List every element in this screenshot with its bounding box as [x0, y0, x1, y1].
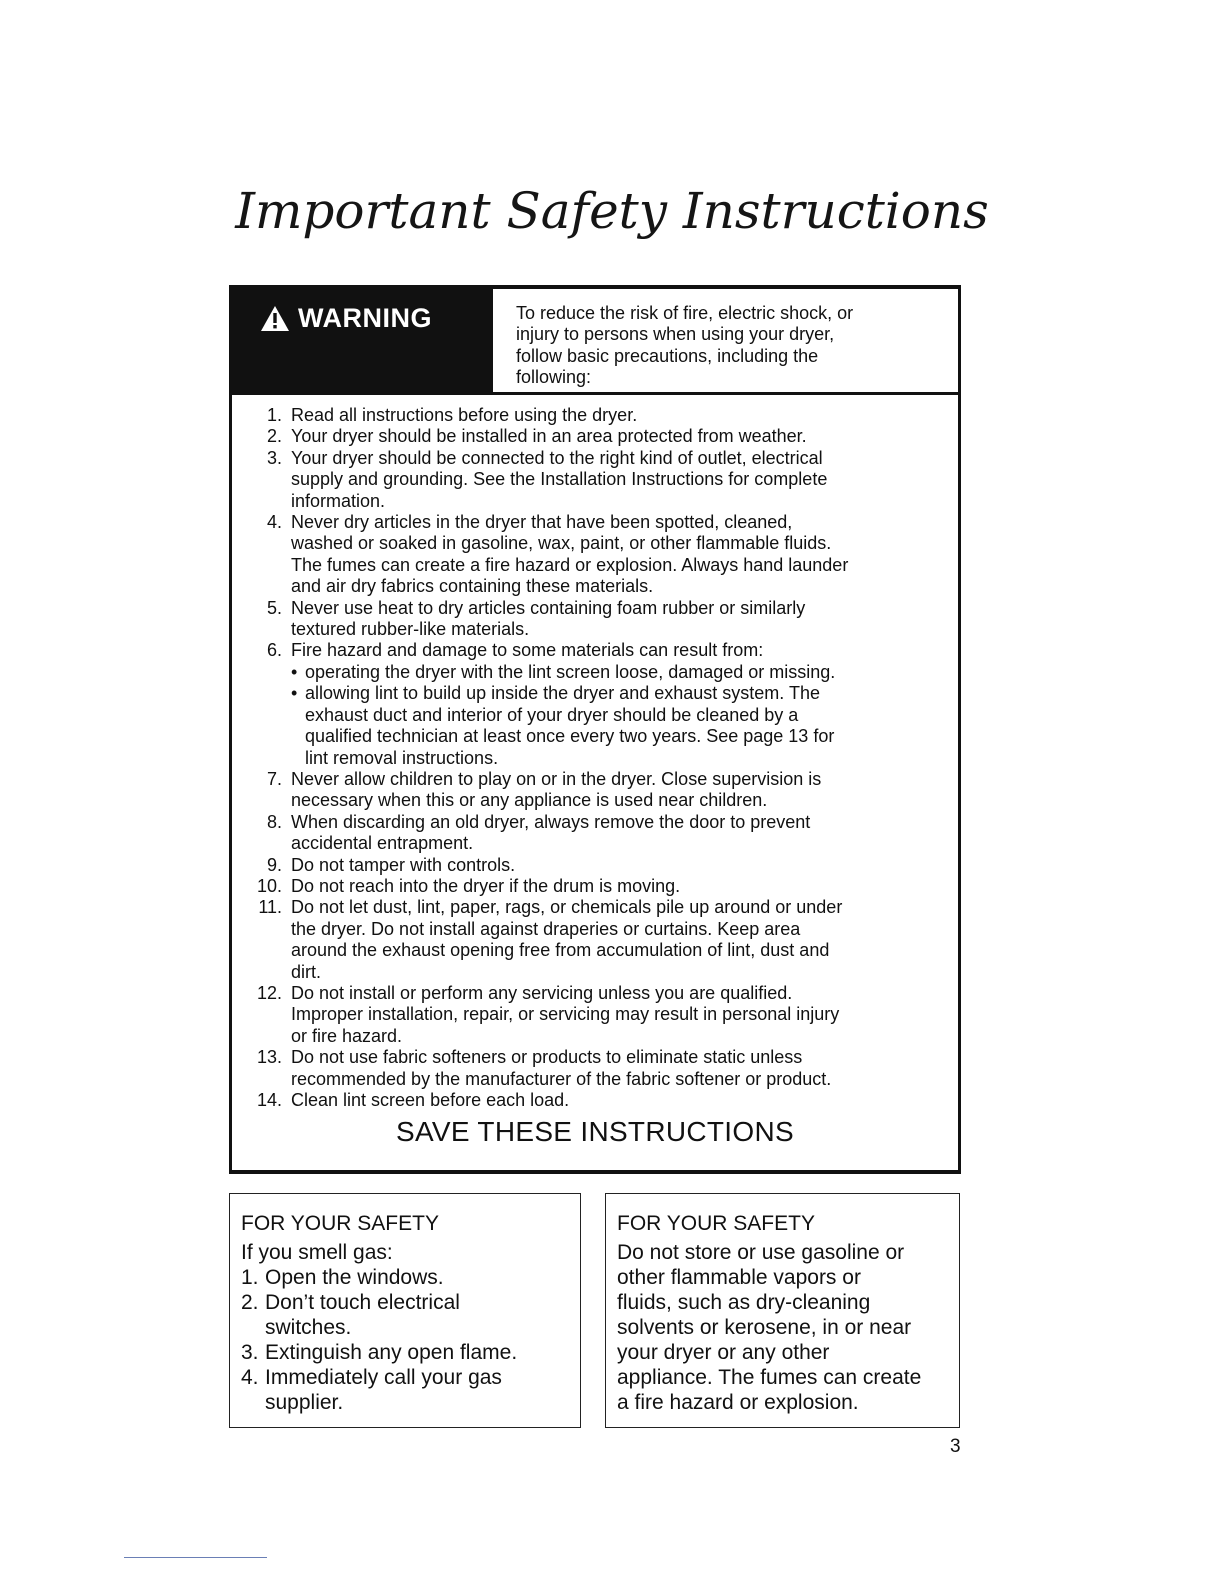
footer-rule [124, 1557, 267, 1558]
flammable-safety-line: your dryer or any other [617, 1341, 830, 1364]
gas-safety-intro: If you smell gas: [241, 1241, 393, 1264]
rule-number: 12. [256, 982, 282, 1003]
rule-text-line: dirt. [291, 961, 322, 982]
rule-sub-item [291, 662, 958, 683]
rule-item [232, 512, 958, 598]
warning-triangle-icon [260, 305, 290, 332]
warning-intro-line: To reduce the risk of fire, electric shock, or [516, 303, 854, 323]
rule-item [232, 1047, 958, 1090]
gas-step-number: 3. [241, 1341, 259, 1364]
gas-step-line: supplier. [265, 1391, 344, 1414]
rule-number: 14. [256, 1090, 282, 1110]
warning-intro-line: injury to persons when using your dryer, [516, 324, 835, 345]
rule-item [232, 448, 958, 512]
rule-item [232, 598, 958, 641]
rule-number: 6. [266, 640, 282, 661]
rule-number: 13. [256, 1047, 282, 1068]
gas-step [241, 1265, 517, 1290]
rule-sub-line: lint removal instructions. [305, 747, 499, 768]
gas-safety-heading: FOR YOUR SAFETY [241, 1212, 439, 1235]
rule-number: 11. [258, 897, 282, 918]
warning-intro-line: following: [516, 366, 592, 387]
rule-number: 5. [266, 597, 282, 618]
rule-text-line: washed or soaked in gasoline, wax, paint, or other flammable fluids. [291, 533, 832, 554]
rule-text-line: around the exhaust opening free from accumulation of lint, dust and [291, 940, 830, 961]
rule-item [232, 640, 958, 768]
flammable-safety-box [605, 1193, 960, 1428]
rule-text-line: Do not use fabric softeners or products to eliminate static unless [291, 1047, 803, 1068]
flammable-safety-line: Do not store or use gasoline or [617, 1241, 905, 1264]
gas-step-line: Don’t touch electrical [265, 1291, 460, 1314]
gas-step-number: 2. [241, 1291, 259, 1314]
rule-sub-item [291, 683, 958, 769]
rule-text-line: Do not let dust, lint, paper, rags, or chemicals pile up around or under [291, 897, 843, 918]
rule-item [232, 897, 958, 983]
gas-step-number: 4. [241, 1366, 259, 1389]
rule-text-line: Never dry articles in the dryer that have been spotted, cleaned, [291, 512, 793, 533]
warning-intro-line: follow basic precautions, including the [516, 345, 819, 366]
rule-number: 9. [266, 854, 282, 875]
gas-step [241, 1340, 517, 1365]
rule-item [232, 983, 958, 1047]
rule-text-line: supply and grounding. See the Installation Instructions for complete [291, 469, 828, 490]
safety-rules-list [232, 405, 958, 1111]
rule-item [232, 1090, 958, 1111]
flammable-safety-line: appliance. The fumes can create [617, 1366, 922, 1389]
rule-item [232, 405, 958, 426]
gas-step-line: Immediately call your gas [265, 1366, 502, 1389]
rule-number: 3. [266, 447, 282, 468]
rule-sub-line: allowing lint to build up inside the dryer and exhaust system. The [305, 683, 820, 704]
rule-text-line: Your dryer should be installed in an area protected from weather. [291, 426, 807, 447]
gas-step [241, 1290, 517, 1340]
gas-step [241, 1365, 517, 1415]
rule-number: 10. [256, 875, 282, 896]
gas-step-line: Open the windows. [265, 1266, 444, 1289]
rule-text-line: Do not reach into the dryer if the drum is moving. [291, 875, 681, 896]
warning-box [229, 285, 961, 1174]
rule-item [232, 855, 958, 876]
rule-text-line: textured rubber-like materials. [291, 619, 530, 640]
rule-item [232, 426, 958, 447]
rule-number: 2. [266, 426, 282, 447]
rule-text-line: recommended by the manufacturer of the fabric softener or product. [291, 1068, 832, 1089]
rule-number: 4. [266, 512, 282, 533]
rule-text-line: Fire hazard and damage to some materials can result from: [291, 640, 764, 661]
rule-text-line: Do not install or perform any servicing unless you are qualified. [291, 982, 793, 1003]
rule-item [232, 812, 958, 855]
rule-text-line: The fumes can create a fire hazard or explosion. Always hand launder [291, 554, 849, 575]
warning-header [232, 289, 958, 395]
flammable-safety-heading: FOR YOUR SAFETY [617, 1212, 815, 1235]
flammable-safety-line: solvents or kerosene, in or near [617, 1316, 912, 1339]
rule-item [232, 769, 958, 812]
rule-text-line: and air dry fabrics containing these materials. [291, 576, 654, 597]
rule-number: 7. [266, 768, 282, 789]
rule-sub-line: exhaust duct and interior of your dryer should be cleaned by a [305, 704, 799, 725]
flammable-safety-body [617, 1240, 921, 1415]
warning-intro-box [493, 289, 958, 395]
rule-number: 1. [266, 405, 282, 425]
rule-text-line: When discarding an old dryer, always remove the door to prevent [291, 811, 811, 832]
rule-text-line: Never use heat to dry articles containing foam rubber or similarly [291, 597, 806, 618]
warning-intro [516, 303, 926, 388]
rule-text-line: information. [291, 490, 386, 511]
flammable-safety-line: fluids, such as dry-cleaning [617, 1291, 871, 1314]
rule-item [232, 876, 958, 897]
warning-label: WARNING [298, 303, 432, 333]
rule-text-line: Do not tamper with controls. [291, 854, 516, 875]
warning-label-panel [232, 289, 493, 395]
rule-text-line: Improper installation, repair, or servicing may result in personal injury [291, 1004, 840, 1025]
rule-text-line: or fire hazard. [291, 1025, 403, 1046]
save-instructions: SAVE THESE INSTRUCTIONS [396, 1116, 794, 1147]
gas-step-line: Extinguish any open flame. [265, 1341, 518, 1364]
bullet-icon: • [291, 683, 298, 704]
gas-step-line: switches. [265, 1316, 352, 1339]
rule-text-line: accidental entrapment. [291, 833, 474, 854]
flammable-safety-line: a fire hazard or explosion. [617, 1391, 859, 1414]
bullet-icon: • [291, 661, 298, 682]
rule-text-line: Never allow children to play on or in the dryer. Close supervision is [291, 768, 822, 789]
rule-sub-line: operating the dryer with the lint screen loose, damaged or missing. [305, 661, 836, 682]
page-number: 3 [950, 1436, 961, 1457]
gas-step-number: 1. [241, 1266, 259, 1289]
gas-safety-body [241, 1240, 517, 1415]
rule-text-line: necessary when this or any appliance is used near children. [291, 790, 768, 811]
flammable-safety-line: other flammable vapors or [617, 1266, 861, 1289]
rule-text-line: the dryer. Do not install against draperies or curtains. Keep area [291, 918, 801, 939]
rule-text-line: Clean lint screen before each load. [291, 1090, 570, 1110]
rule-sub-line: qualified technician at least once every two years. See page 13 for [305, 726, 835, 747]
gas-safety-box [229, 1193, 581, 1428]
page-title: Important Safety Instructions [235, 182, 989, 240]
rule-number: 8. [266, 811, 282, 832]
rule-text-line: Your dryer should be connected to the right kind of outlet, electrical [291, 447, 823, 468]
rule-text-line: Read all instructions before using the dryer. [291, 405, 638, 425]
